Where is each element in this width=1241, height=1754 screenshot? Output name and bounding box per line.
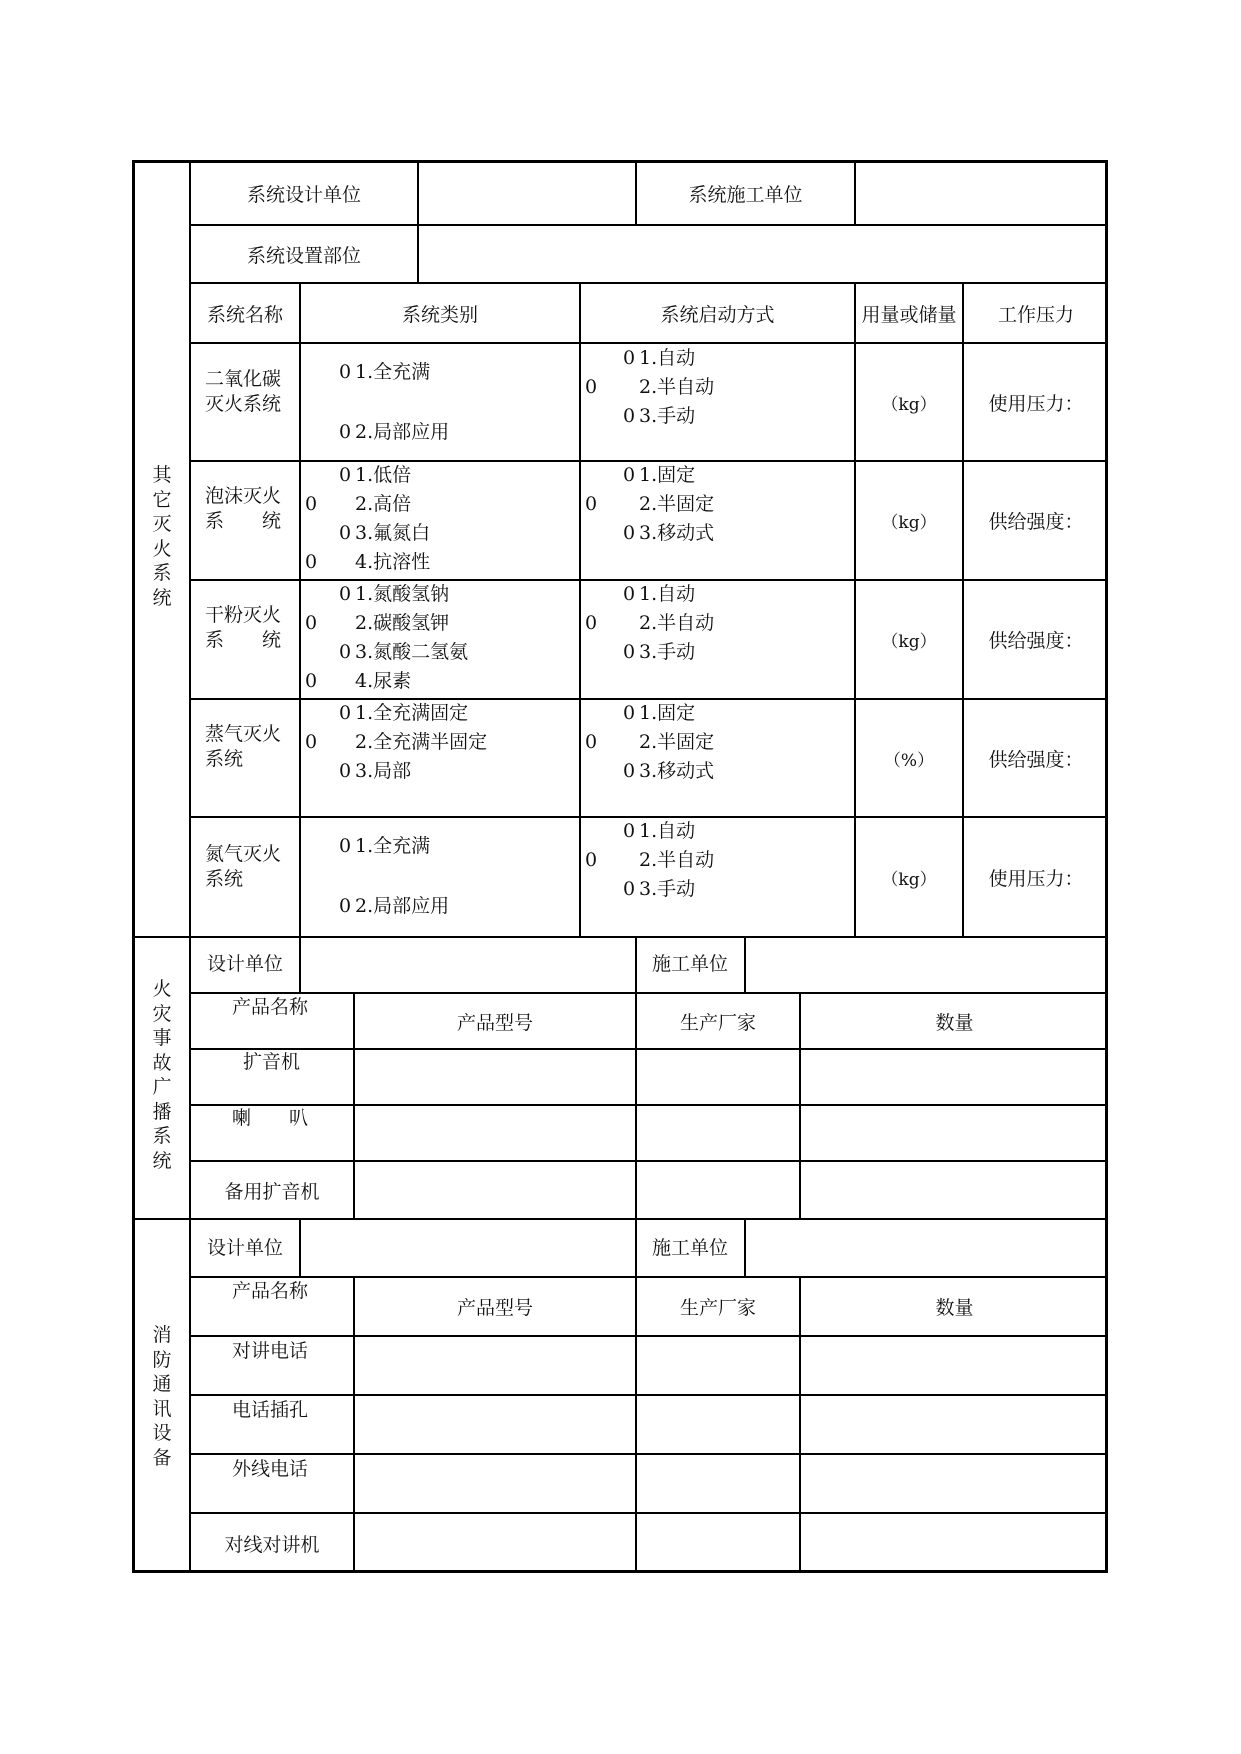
product-model-field[interactable]	[355, 1162, 635, 1218]
product-name: 电话插孔	[232, 1399, 309, 1421]
header-amount: 用量或储量	[861, 303, 957, 326]
product-name: 扩音机	[243, 1051, 301, 1073]
product-name: 对线对讲机	[224, 1534, 320, 1556]
start-option[interactable]: 0 3.手动	[623, 641, 696, 663]
category-option[interactable]: 0 3.局部	[339, 760, 412, 782]
category-option[interactable]: 0 1.全充满	[339, 835, 431, 857]
pressure-label: 使用压力：	[988, 392, 1084, 415]
category-option[interactable]: 0 1.全充满固定	[339, 702, 469, 724]
start-option[interactable]: 0 2.半固定	[585, 493, 715, 515]
form-table	[132, 160, 1108, 1573]
product-name: 对讲电话	[232, 1340, 309, 1362]
header-pressure: 工作压力	[997, 303, 1074, 326]
header-product-model: 产品型号	[456, 1011, 533, 1034]
header-product-model: 产品型号	[456, 1297, 533, 1319]
quantity-field[interactable]	[801, 1455, 1108, 1512]
system-name-line: 灭火系统	[205, 393, 282, 415]
construction-unit-label: 施工单位	[652, 1237, 729, 1259]
category-option[interactable]: 0 1.氮酸氢钠	[339, 583, 450, 605]
design-unit-label: 设计单位	[207, 1237, 284, 1259]
category-option[interactable]: 0 2.高倍	[305, 493, 412, 515]
header-manufacturer: 生产厂家	[679, 1011, 756, 1034]
product-model-field[interactable]	[355, 1106, 635, 1160]
product-name: 喇 叭	[232, 1107, 309, 1129]
category-option[interactable]: 0 3.氟氮白	[339, 522, 431, 544]
category-option[interactable]: 0 4.抗溶性	[305, 551, 431, 573]
amount-unit: （%）	[883, 750, 935, 771]
start-option[interactable]: 0 2.半固定	[585, 731, 715, 753]
system-name-line: 系 统	[205, 629, 282, 651]
quantity-field[interactable]	[801, 1050, 1108, 1104]
product-model-field[interactable]	[355, 1396, 635, 1453]
quantity-field[interactable]	[801, 1514, 1108, 1573]
system-name-line: 泡沫灭火	[205, 485, 282, 507]
quantity-field[interactable]	[801, 1396, 1108, 1453]
construction-unit-field[interactable]	[856, 163, 1108, 224]
category-option[interactable]: 0 1.全充满	[339, 361, 431, 383]
col-line	[299, 282, 301, 937]
manufacturer-field[interactable]	[637, 1050, 799, 1104]
start-option[interactable]: 0 2.半自动	[585, 849, 715, 871]
location-label: 系统设置部位	[246, 244, 361, 267]
product-model-field[interactable]	[355, 1337, 635, 1394]
construction-unit-label: 系统施工单位	[688, 184, 803, 206]
pressure-label: 供给强度：	[988, 511, 1084, 533]
product-model-field[interactable]	[355, 1050, 635, 1104]
system-name-line: 系统	[205, 748, 244, 770]
start-option[interactable]: 0 2.半自动	[585, 612, 715, 634]
header-quantity: 数量	[935, 1011, 974, 1034]
manufacturer-field[interactable]	[637, 1106, 799, 1160]
start-option[interactable]: 0 1.固定	[623, 702, 696, 724]
amount-unit: （kg）	[881, 869, 937, 890]
product-model-field[interactable]	[355, 1455, 635, 1512]
category-option[interactable]: 0 3.氮酸二氢氨	[339, 641, 469, 663]
pressure-label: 供给强度：	[988, 748, 1084, 771]
pressure-label: 供给强度：	[988, 630, 1084, 652]
system-name-line: 系统	[205, 868, 244, 890]
start-option[interactable]: 0 3.移动式	[623, 760, 715, 782]
amount-unit: （kg）	[881, 394, 937, 415]
start-option[interactable]: 0 3.手动	[623, 878, 696, 900]
start-option[interactable]: 0 1.自动	[623, 583, 696, 605]
amount-unit: （kg）	[881, 513, 937, 533]
manufacturer-field[interactable]	[637, 1396, 799, 1453]
construction-unit-field[interactable]	[746, 938, 1108, 992]
pressure-label: 使用压力：	[988, 867, 1084, 890]
manufacturer-field[interactable]	[637, 1337, 799, 1394]
category-option[interactable]: 0 2.局部应用	[339, 895, 450, 917]
design-unit-label: 系统设计单位	[246, 184, 361, 206]
system-name-line: 干粉灭火	[205, 604, 282, 626]
amount-unit: （kg）	[881, 632, 937, 652]
section-label-broadcast: 火灾事故广播系统	[152, 978, 172, 1172]
system-name-line: 二氧化碳	[205, 368, 282, 390]
start-option[interactable]: 0 1.自动	[623, 347, 696, 369]
category-option[interactable]: 0 2.局部应用	[339, 421, 450, 443]
product-model-field[interactable]	[355, 1514, 635, 1573]
construction-unit-label: 施工单位	[652, 953, 729, 975]
category-option[interactable]: 0 2.碳酸氢钾	[305, 612, 450, 634]
header-quantity: 数量	[935, 1297, 974, 1319]
section-label-other-systems: 其它灭火系统	[152, 464, 172, 609]
start-option[interactable]: 0 1.自动	[623, 820, 696, 842]
system-name-line: 蒸气灭火	[205, 723, 282, 745]
system-name-line: 氮气灭火	[205, 843, 282, 865]
category-option[interactable]: 0 1.低倍	[339, 464, 412, 486]
construction-unit-field[interactable]	[746, 1220, 1108, 1276]
header-system-category: 系统类别	[401, 303, 478, 326]
col-line	[579, 282, 581, 937]
start-option[interactable]: 0 1.固定	[623, 464, 696, 486]
product-name: 备用扩音机	[224, 1180, 320, 1203]
start-option[interactable]: 0 2.半自动	[585, 376, 715, 398]
manufacturer-field[interactable]	[637, 1162, 799, 1218]
header-product-name: 产品名称	[232, 996, 309, 1018]
start-option[interactable]: 0 3.手动	[623, 405, 696, 427]
header-product-name: 产品名称	[232, 1280, 309, 1302]
system-name-line: 系 统	[205, 510, 282, 532]
section-label-comms: 消防通讯设备	[152, 1324, 172, 1469]
quantity-field[interactable]	[801, 1106, 1108, 1160]
quantity-field[interactable]	[801, 1337, 1108, 1394]
category-option[interactable]: 0 2.全充满半固定	[305, 731, 488, 753]
header-manufacturer: 生产厂家	[679, 1297, 756, 1319]
product-name: 外线电话	[232, 1458, 309, 1480]
design-unit-field[interactable]	[301, 1220, 635, 1276]
category-option[interactable]: 0 4.尿素	[305, 670, 412, 692]
design-unit-field[interactable]	[419, 163, 635, 224]
design-unit-label: 设计单位	[207, 953, 284, 975]
manufacturer-field[interactable]	[637, 1455, 799, 1512]
quantity-field[interactable]	[801, 1162, 1108, 1218]
header-system-name: 系统名称	[206, 303, 283, 326]
design-unit-field[interactable]	[301, 938, 635, 992]
location-field[interactable]	[419, 226, 1108, 282]
header-start-mode: 系统启动方式	[660, 303, 775, 326]
label-column-divider	[189, 163, 191, 1573]
col-line	[635, 1218, 637, 1277]
manufacturer-field[interactable]	[637, 1514, 799, 1573]
col-line	[635, 936, 637, 993]
start-option[interactable]: 0 3.移动式	[623, 522, 715, 544]
